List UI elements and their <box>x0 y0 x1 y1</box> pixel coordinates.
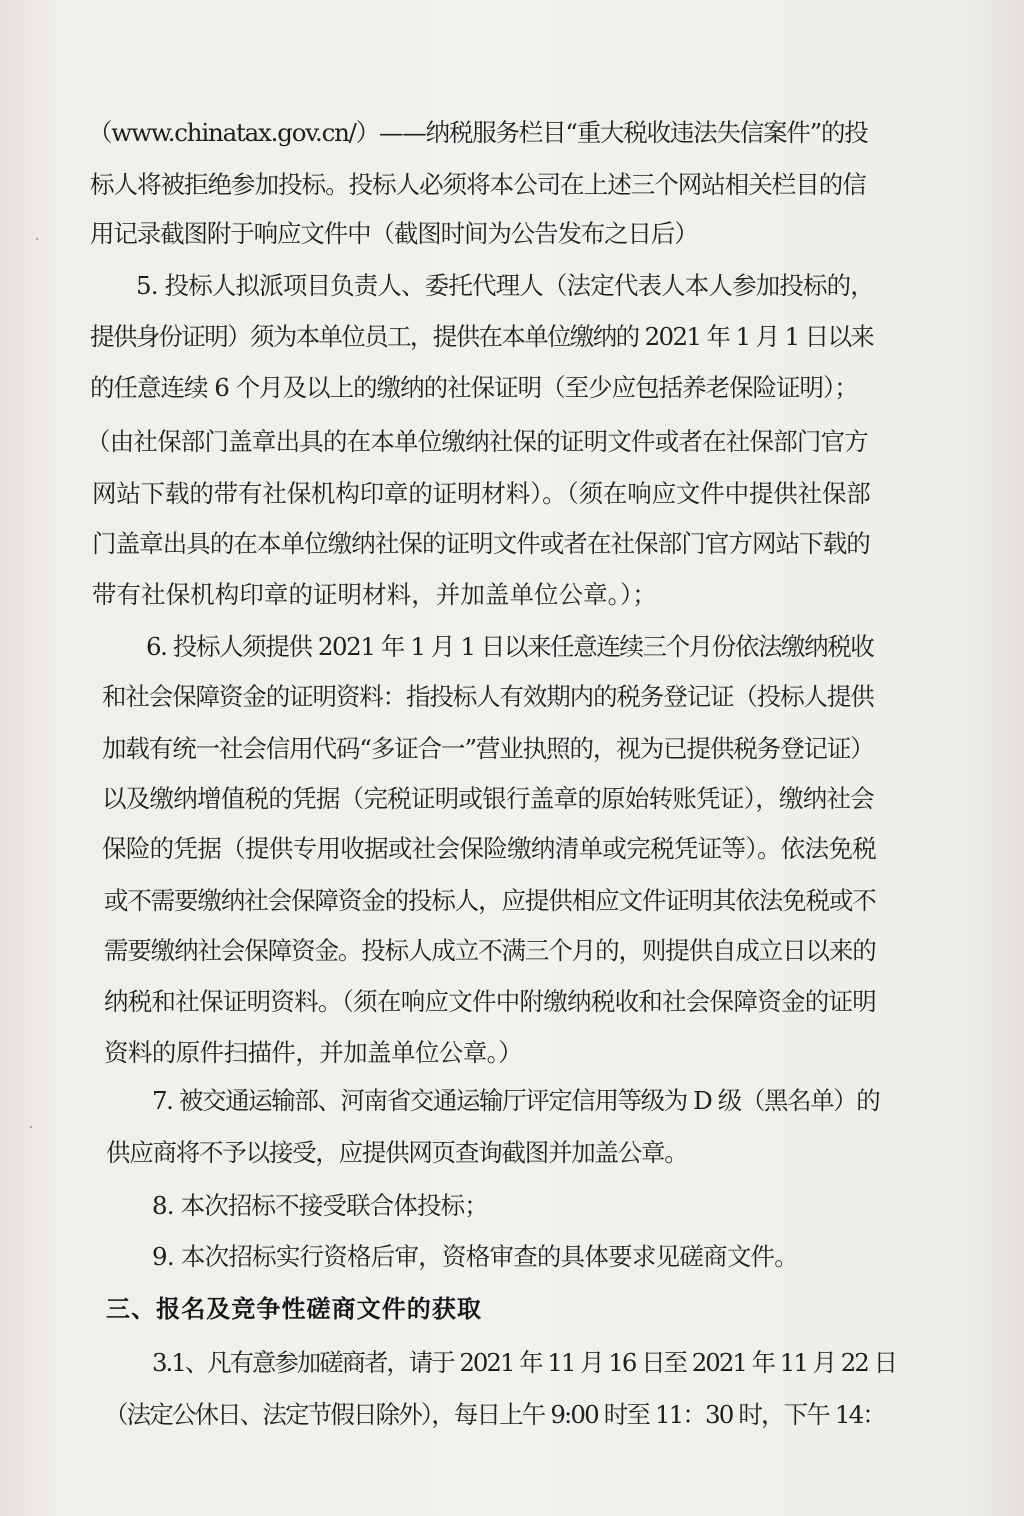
text-line: （www.chinatax.gov.cn/）——纳税服务栏目“重大税收违法失信案件”的投 <box>88 118 868 147</box>
text-line: 需要缴纳社会保障资金。投标人成立不满三个月的，则提供自成立日以来的 <box>104 936 876 965</box>
text-line: 门盖章出具的在本单位缴纳社保的证明文件或者在社保部门官方网站下载的 <box>92 529 870 558</box>
text-line: 加载有统一社会信用代码“多证合一”营业执照的，视为已提供税务登记证） <box>102 734 874 763</box>
text-line: 网站下载的带有社保机构印章的证明材料）。（须在响应文件中提供社保部 <box>92 479 871 508</box>
text-line: 标人将被拒绝参加投标。投标人必须将本公司在上述三个网站相关栏目的信 <box>90 170 866 199</box>
text-line: 供应商将不予以接受，应提供网页查询截图并加盖公章。 <box>106 1138 688 1167</box>
text-line: （法定公休日、法定节假日除外），每日上午 9:00 时至 11：30 时，下午 14： <box>104 1400 885 1429</box>
text-line: 9. 本次招标实行资格后审，资格审查的具体要求见磋商文件。 <box>152 1242 799 1271</box>
text-line: 5. 投标人拟派项目负责人、委托代理人（法定代表人本人参加投标的， <box>136 271 874 300</box>
text-line: 保险的凭据（提供专用收据或社会保险缴纳清单或完税凭证等）。依法免税 <box>102 834 877 863</box>
text-line: 或不需要缴纳社会保障资金的投标人，应提供相应文件证明其依法免税或不 <box>104 886 876 915</box>
text-line: 7. 被交通运输部、河南省交通运输厅评定信用等级为 D 级（黑名单）的 <box>152 1086 880 1115</box>
text-line: 以及缴纳增值税的凭据（完税证明或银行盖章的原始转账凭证），缴纳社会 <box>102 784 875 813</box>
text-line: 用记录截图附于响应文件中（截图时间为公告发布之日后） <box>90 219 698 248</box>
text-line: 带有社保机构印章的证明材料，并加盖单位公章。）； <box>92 580 657 609</box>
scan-speck <box>36 238 38 240</box>
text-line: 6. 投标人须提供 2021 年 1 月 1 日以来任意连续三个月份依法缴纳税收 <box>146 632 874 661</box>
text-line: 8. 本次招标不接受联合体投标； <box>152 1191 488 1220</box>
text-line: （由社保部门盖章出具的在本单位缴纳社保的证明文件或者在社保部门官方 <box>86 427 868 456</box>
text-line: 和社会保障资金的证明资料：指投标人有效期内的税务登记证（投标人提供 <box>102 682 874 711</box>
text-line: 纳税和社保证明资料。（须在响应文件中附缴纳税收和社会保障资金的证明 <box>104 987 877 1016</box>
text-line: 的任意连续 6 个月及以上的缴纳的社保证明（至少应包括养老保险证明）； <box>90 373 858 402</box>
text-line: 3.1、凡有意参加磋商者，请于 2021 年 11 月 16 日至 2021 年 11 月 22 日 <box>152 1348 896 1377</box>
section-heading: 三、报名及竞争性磋商文件的获取 <box>106 1295 482 1323</box>
scan-speck <box>30 1126 32 1128</box>
text-line: 资料的原件扫描件，并加盖单位公章。） <box>104 1038 523 1067</box>
text-line: 提供身份证明）须为本单位员工，提供在本单位缴纳的 2021 年 1 月 1 日以来 <box>90 322 874 351</box>
